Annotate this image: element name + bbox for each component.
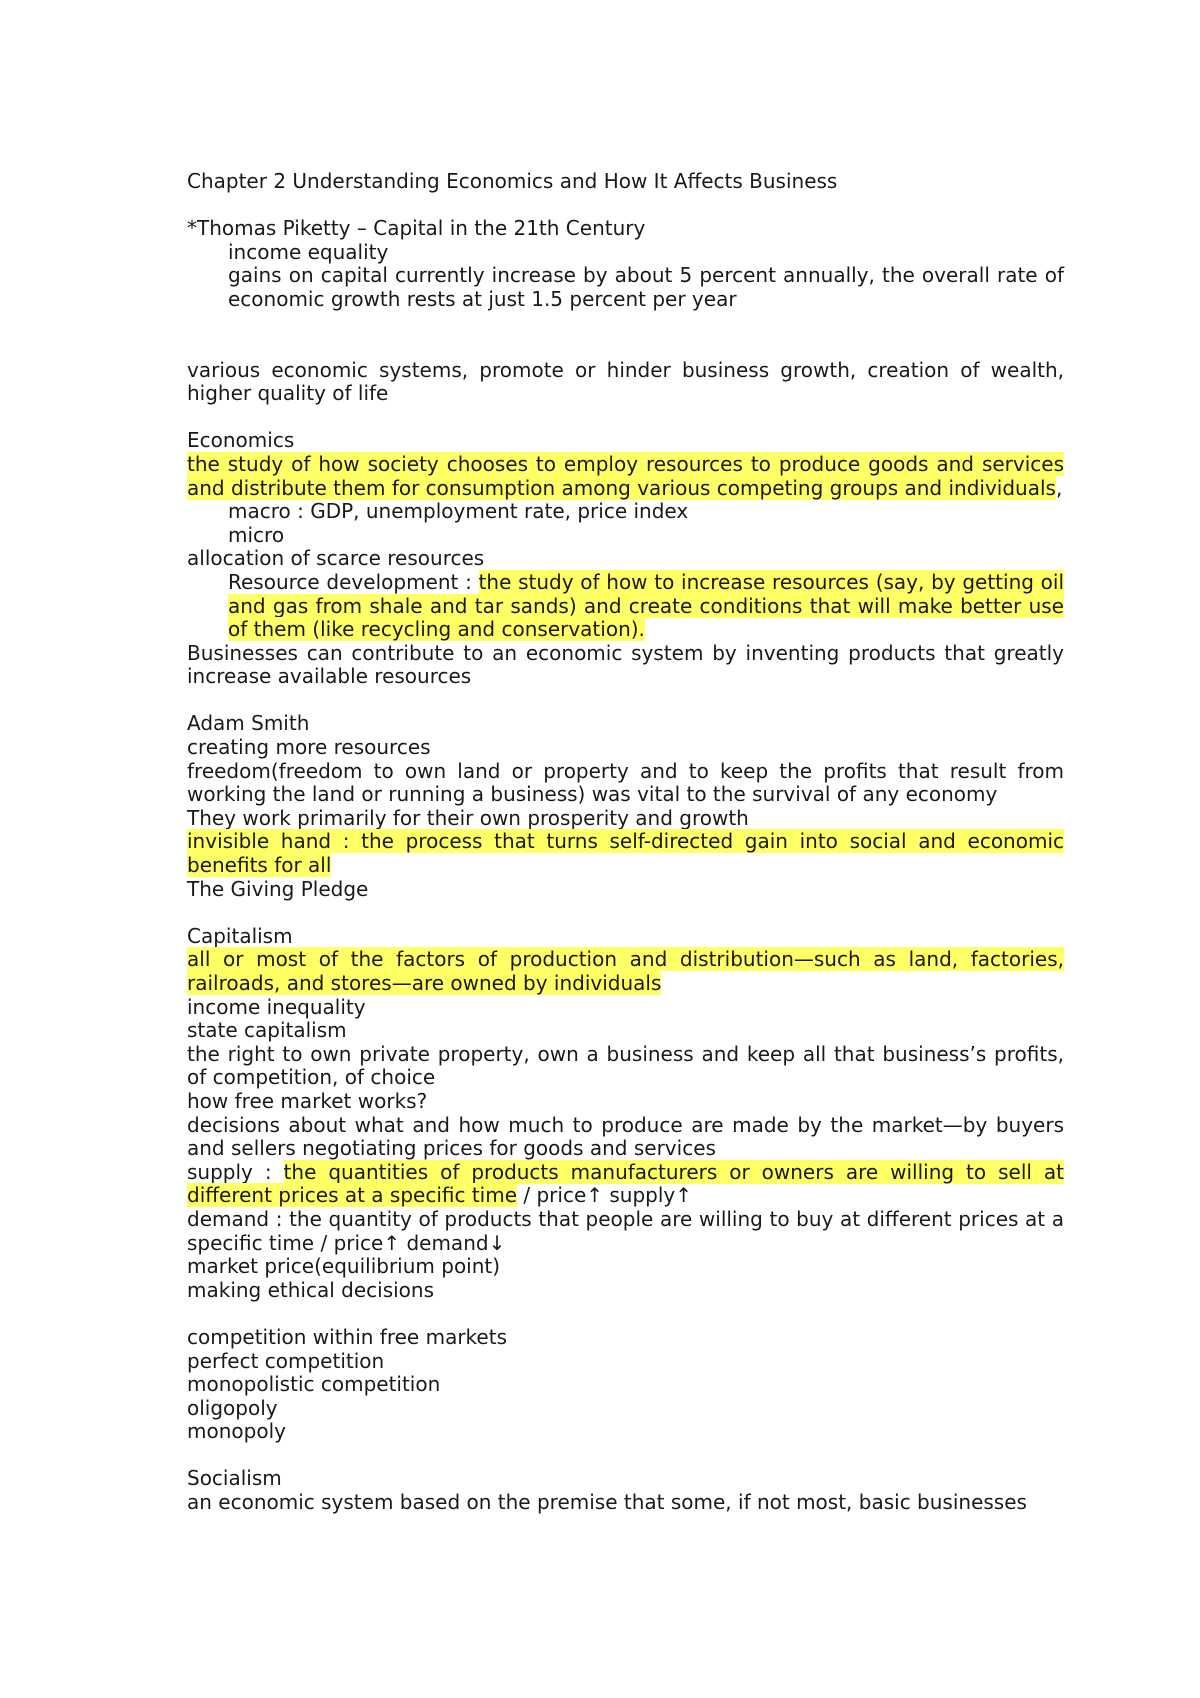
adam-smith-line-2: freedom(freedom to own land or property and to keep the profits that result from working the land or running a business) was vital to the survival of any economy	[187, 758, 1064, 807]
demand-paragraph: demand : the quantity of products that people are willing to buy at different prices at a specific time / price↑ demand↓	[187, 1206, 1064, 1255]
resource-development-paragraph	[187, 571, 1064, 642]
competition-heading: competition within free markets	[187, 1324, 507, 1349]
capitalism-heading: Capitalism	[187, 923, 293, 948]
supply-paragraph	[187, 1161, 1064, 1208]
chapter-title: Chapter 2 Understanding Economics and How It Affects Business	[187, 169, 838, 193]
socialism-heading: Socialism	[187, 1466, 282, 1491]
piketty-heading: *Thomas Piketty – Capital in the 21th Century	[187, 216, 646, 241]
resource-development-highlight: the study of how to increase resources (say, by getting oil and gas from shale and tar sands) and create conditions that will make better use of them (like recycling and conservation).	[228, 569, 1065, 642]
invisible-hand-highlight: invisible hand : the process that turns self-directed gain into social and economic benefits for all	[187, 829, 1064, 878]
adam-smith-heading: Adam Smith	[187, 711, 310, 736]
supply-highlight: the quantities of products manufacturers or owners are willing to sell at different prices at a specific time	[187, 1159, 1064, 1208]
economics-heading: Economics	[187, 428, 295, 453]
competition-item: oligopoly	[187, 1395, 278, 1420]
giving-pledge: The Giving Pledge	[187, 876, 369, 901]
capitalism-definition-paragraph	[187, 948, 1064, 995]
invisible-hand-paragraph	[187, 830, 1064, 877]
adam-smith-line-1: creating more resources	[187, 735, 431, 760]
economics-allocation: allocation of scarce resources	[187, 546, 485, 571]
resource-development-label: Resource development :	[228, 569, 479, 594]
economics-micro: micro	[228, 522, 285, 547]
adam-smith-line-3: They work primarily for their own prosperity and growth	[187, 805, 749, 830]
economics-definition-highlight: the study of how society chooses to employ resources to produce goods and services and distribute them for consumption among various competing groups and individuals	[187, 451, 1064, 500]
competition-item: monopoly	[187, 1419, 286, 1444]
competition-item: perfect competition	[187, 1348, 385, 1373]
capitalism-line-1: income inequality	[187, 994, 366, 1019]
socialism-line-1: an economic system based on the premise that some, if not most, basic businesses	[187, 1490, 1027, 1515]
piketty-line-2: gains on capital currently increase by about 5 percent annually, the overall rate of economic growth rests at just 1.5 percent per year	[228, 263, 1064, 311]
economics-businesses: Businesses can contribute to an economic system by inventing products that greatly increase available resources	[187, 640, 1064, 689]
supply-tail: / price↑ supply↑	[517, 1183, 693, 1208]
ethical-decisions: making ethical decisions	[187, 1277, 435, 1302]
piketty-line-1: income equality	[228, 239, 389, 264]
capitalism-line-5: decisions about what and how much to produce are made by the market—by buyers and sellers negotiating prices for goods and services	[187, 1112, 1064, 1161]
economics-definition-tail: ,	[1055, 475, 1063, 500]
competition-item: monopolistic competition	[187, 1372, 441, 1397]
capitalism-line-3: the right to own private property, own a business and keep all that business’s profits, of competition, of choice	[187, 1041, 1064, 1090]
economics-macro: macro : GDP, unemployment rate, price index	[228, 499, 689, 524]
capitalism-line-4: how free market works?	[187, 1088, 428, 1113]
supply-label: supply :	[187, 1159, 284, 1184]
document-page	[187, 170, 1064, 1515]
intro-paragraph: various economic systems, promote or hinder business growth, creation of wealth, higher quality of life	[187, 357, 1064, 406]
capitalism-definition-highlight: all or most of the factors of production and distribution—such as land, factories, railroads, and stores—are owned by individuals	[187, 947, 1064, 995]
economics-definition-paragraph	[187, 453, 1064, 500]
capitalism-line-2: state capitalism	[187, 1018, 347, 1043]
market-price: market price(equilibrium point)	[187, 1254, 501, 1279]
